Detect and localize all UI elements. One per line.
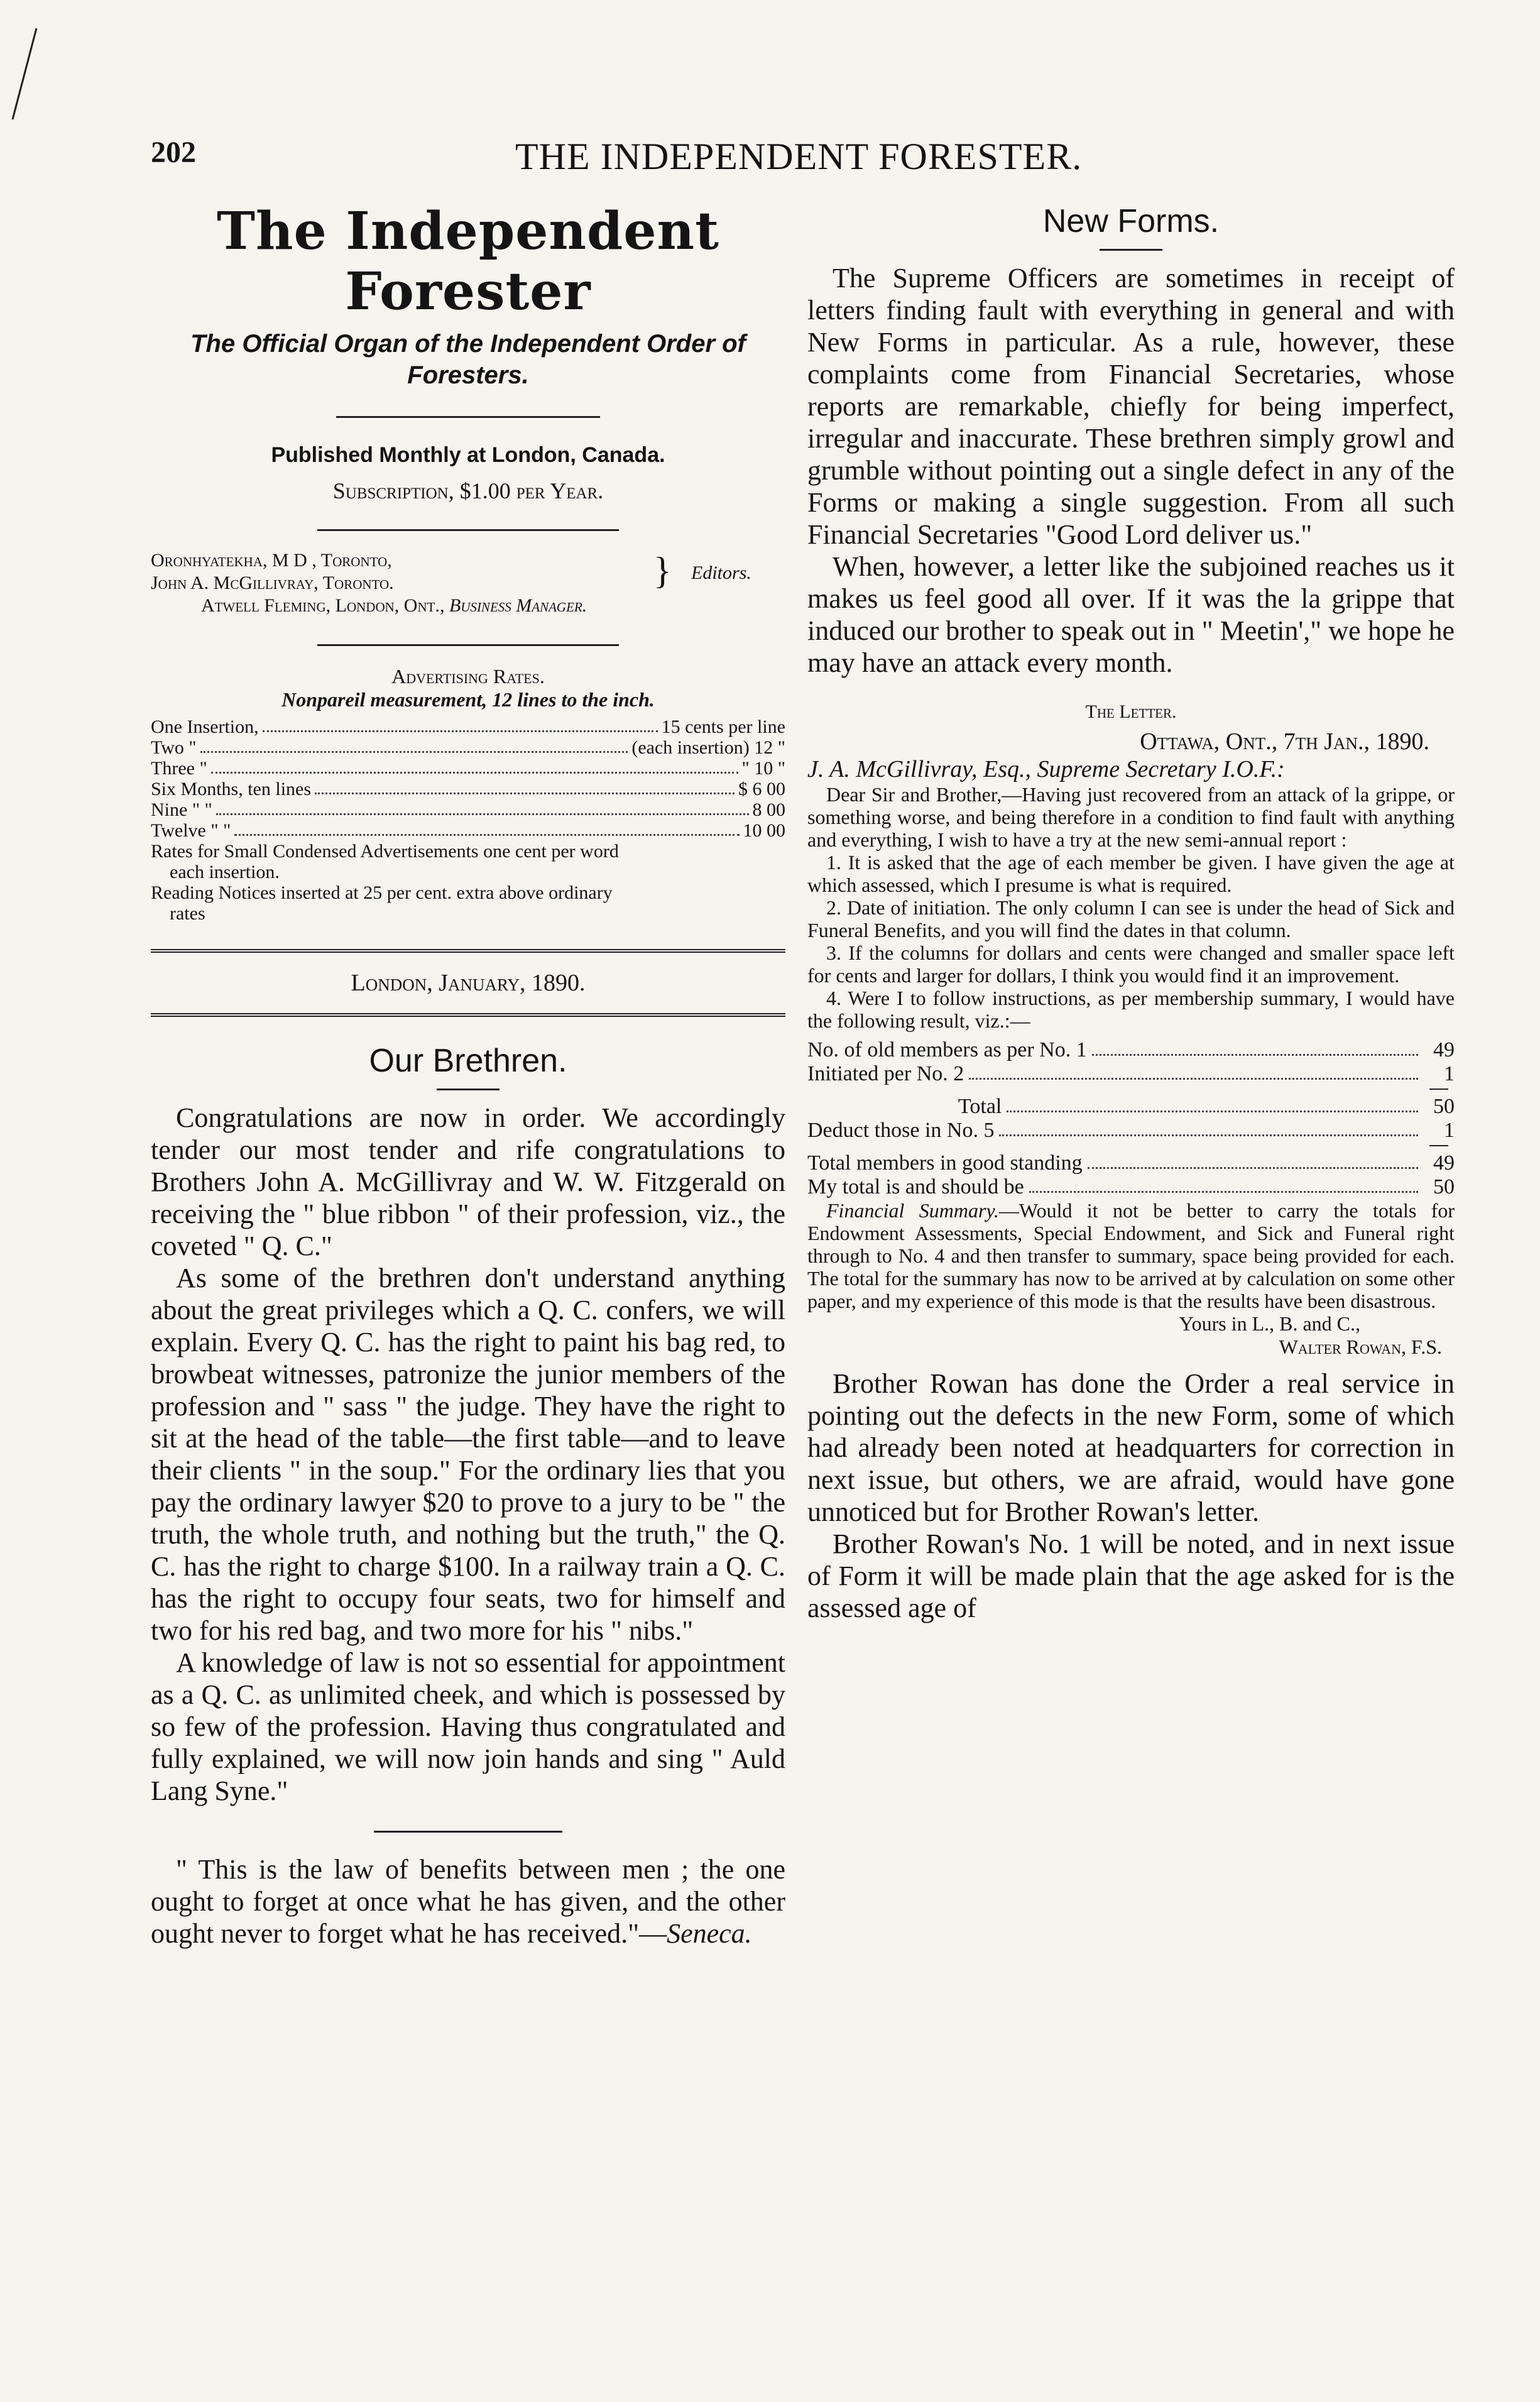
summary-label: Deduct those in No. 5	[807, 1119, 995, 1142]
divider	[317, 644, 619, 646]
quote-author: Seneca.	[667, 1918, 752, 1949]
article-paragraph: A knowledge of law is not so essential for appointment as a Q. C. as unlimited cheek, and which is possessed by so few of the profession. Having thus congratulated and fully explained, we will now join hands and sing " Auld Lang Syne."	[151, 1647, 785, 1806]
editors-block	[151, 550, 785, 644]
summary-value: 1	[1444, 1062, 1455, 1085]
article-paragraph: Congratulations are now in order. We accordingly tender our most tender and rife congratulations to Brothers John A. McGillivray and W. W. Fitzgerald on receiving the " blue ribbon " of their profession, viz., the coveted " Q. C."	[151, 1102, 785, 1261]
article-paragraph: The Supreme Officers are sometimes in receipt of letters finding fault with everything in general and with New Forms in particular. As a rule, however, these complaints come from Financial Secretaries, whose reports are remarkable, chiefly for being imperfect, irregular and inaccurate. These brethren simply growl and grumble without pointing out a single defect in any of the Forms or making a single suggestion. From all such Financial Secretaries "Good Lord deliver us."	[807, 263, 1455, 550]
rate-value: (each insertion) 12 "	[631, 737, 785, 758]
summary-value: 50	[1433, 1095, 1455, 1118]
editor-2: John A. McGillivray, Toronto.	[151, 573, 394, 593]
summary-label: My total is and should be	[807, 1175, 1024, 1198]
rate-value: 15 cents per line	[661, 716, 785, 737]
article-paragraph: Brother Rowan has done the Order a real service in pointing out the defects in the new Form, some of which had already been noted at headquarters for correction in next issue, but others, we are afraid, would have gone unnoticed but for Brother Rowan's letter.	[807, 1368, 1455, 1527]
rate-row	[151, 820, 785, 841]
masthead-title: The Independent Forester	[217, 201, 719, 322]
summary-label: Total	[958, 1095, 1002, 1118]
rates-note-1b: each insertion.	[170, 862, 280, 882]
rate-label: Two "	[151, 737, 197, 758]
published-line: Published Monthly at London, Canada.	[271, 443, 665, 467]
rate-value: $ 6 00	[738, 779, 785, 799]
rate-label: Three "	[151, 758, 207, 779]
quote-text: " This is the law of benefits between men ; the one ought to forget at once what he has given, and the other ought never to forget what he has received."—	[151, 1854, 785, 1949]
summary-label: Initiated per No. 2	[807, 1062, 964, 1085]
masthead-organ: The Official Organ of the Independent Order of Foresters.	[190, 330, 746, 389]
letter-paragraph: Dear Sir and Brother,—Having just recovered from an attack of la grippe, or something worse, and being therefore in a condition to find fault with anything and everything, I wish to have a try at the new semi-annual report :	[807, 783, 1455, 851]
summary-value: 50	[1433, 1175, 1455, 1198]
rate-row	[151, 716, 785, 737]
letter-paragraph: 4. Were I to follow instructions, as per membership summary, I would have the following result, viz.:—	[807, 987, 1455, 1032]
title-dash	[437, 1089, 500, 1090]
article-body	[807, 262, 1455, 679]
rate-value: 10 00	[743, 820, 785, 841]
article-body-continued	[807, 1368, 1455, 1624]
summary-row	[807, 1095, 1455, 1119]
editor-1: Oronhyatekha, M D , Toronto,	[151, 550, 392, 571]
ornament-rule	[151, 1824, 785, 1836]
running-title: THE INDEPENDENT FORESTER.	[515, 136, 1083, 177]
rate-row	[151, 758, 785, 779]
double-rule	[151, 949, 785, 953]
summary-label: No. of old members as per No. 1	[807, 1038, 1087, 1061]
letter-paragraph: 2. Date of initiation. The only column I can see is under the head of Sick and Funeral Benefits, and you will find the dates in that column.	[807, 896, 1455, 941]
article-paragraph: As some of the brethren don't understand anything about the great privileges which a Q. C. confers, we will explain. Every Q. C. has the right to paint his bag red, to browbeat witnesses, patronize the junior members of the profession and " sass " the judge. They have the right to sit at the head of the table—the first table—and to leave their clients " in the soup." For the ordinary lies that you pay the ordinary lawyer $20 to prove to a jury to be " the truth, the whole truth, and nothing but the truth," the Q. C. has the right to charge $100. In a railway train a Q. C. has the right to occupy four seats, two for himself and two for his red bag, and two more for his " nibs."	[151, 1263, 785, 1646]
title-dash	[1100, 249, 1162, 251]
rate-label: One Insertion,	[151, 716, 259, 737]
rate-label: Six Months, ten lines	[151, 779, 312, 799]
left-column	[151, 189, 785, 1950]
rate-row	[151, 779, 785, 799]
summary-value: 49	[1433, 1151, 1455, 1175]
membership-summary	[807, 1038, 1455, 1199]
summary-value: 49	[1433, 1038, 1455, 1061]
pencil-stroke-mark	[5, 25, 43, 126]
rate-row	[151, 799, 785, 820]
letter-signature: Walter Rowan, F.S.	[1279, 1335, 1442, 1358]
letter-paragraph: 3. If the columns for dollars and cents were changed and smaller space left for cents and larger for dollars, I think you would find it an improvement.	[807, 941, 1455, 987]
letter-paragraph: 1. It is asked that the age of each member be given. I have given the age at which assessed, which I presume is what is required.	[807, 851, 1455, 896]
financial-summary-label: Financial Summary.	[826, 1199, 999, 1222]
article-paragraph: Brother Rowan's No. 1 will be noted, and in next issue of Form it will be made plain that the age asked for is the assessed age of	[807, 1528, 1455, 1623]
right-column	[807, 189, 1455, 1624]
letter-body	[807, 783, 1455, 1032]
seneca-quote	[151, 1853, 785, 1950]
advertising-title: Advertising Rates.	[391, 665, 545, 688]
summary-row	[807, 1175, 1455, 1199]
rates-note	[151, 841, 785, 924]
rate-value: 8 00	[752, 799, 785, 820]
rate-label: Nine " "	[151, 799, 212, 820]
letter-place-date: Ottawa, Ont., 7th Jan., 1890.	[1140, 728, 1429, 755]
rates-note-2b: rates	[170, 903, 205, 924]
advertising-measure: Nonpareil measurement, 12 lines to the inch.	[281, 688, 655, 711]
summary-value: 1	[1444, 1119, 1455, 1142]
article-paragraph: When, however, a letter like the subjoined reaches us it makes us feel good all over. If it was the la grippe that induced our brother to speak out in " Meetin'," we hope he may have an attack every month.	[807, 551, 1455, 678]
editors-label: Editors.	[691, 562, 751, 583]
summary-row	[807, 1038, 1455, 1062]
financial-summary-text: —Would it not be better to carry the totals for Endowment Assessments, Special Endowment, and Sick and Funeral right through to No. 4 and then transfer to summary, space being provided for each. The total for the summary has now to be arrived at by calculation on some other paper, and my experience of this mode is that the results have been disastrous.	[807, 1199, 1455, 1312]
double-rule	[151, 1013, 785, 1017]
brace-glyph: }	[653, 550, 672, 591]
page-number: 202	[151, 136, 196, 169]
summary-row	[807, 1119, 1455, 1143]
rate-row	[151, 737, 785, 758]
subscription-line: Subscription, $1.00 per Year.	[332, 478, 604, 503]
issue-dateline: London, January, 1890.	[351, 970, 586, 996]
summary-label: Total members in good standing	[807, 1151, 1083, 1175]
letter-closing: Yours in L., B. and C.,	[1179, 1312, 1360, 1335]
rate-label: Twelve " "	[151, 820, 231, 841]
divider	[336, 416, 600, 418]
running-header	[151, 135, 1458, 185]
rates-note-2: Reading Notices inserted at 25 per cent. extra above ordinary	[151, 882, 613, 903]
rates-list	[151, 716, 785, 841]
article-body	[151, 1102, 785, 1807]
article-title: New Forms.	[1042, 203, 1220, 239]
letter-address: J. A. McGillivray, Esq., Supreme Secretary I.O.F.:	[807, 756, 1285, 782]
rate-value: " 10 "	[741, 758, 785, 779]
financial-summary	[807, 1199, 1455, 1312]
summary-row	[807, 1062, 1455, 1086]
article-title: Our Brethren.	[369, 1043, 567, 1079]
rates-note-1: Rates for Small Condensed Advertisements one cent per word	[151, 841, 619, 862]
business-manager	[201, 595, 587, 617]
summary-row	[807, 1151, 1455, 1175]
manager-role: Business Manager.	[449, 595, 587, 616]
letter-heading: The Letter.	[1085, 701, 1177, 722]
manager-name: Atwell Fleming, London, Ont.,	[201, 595, 449, 616]
divider	[317, 529, 619, 531]
